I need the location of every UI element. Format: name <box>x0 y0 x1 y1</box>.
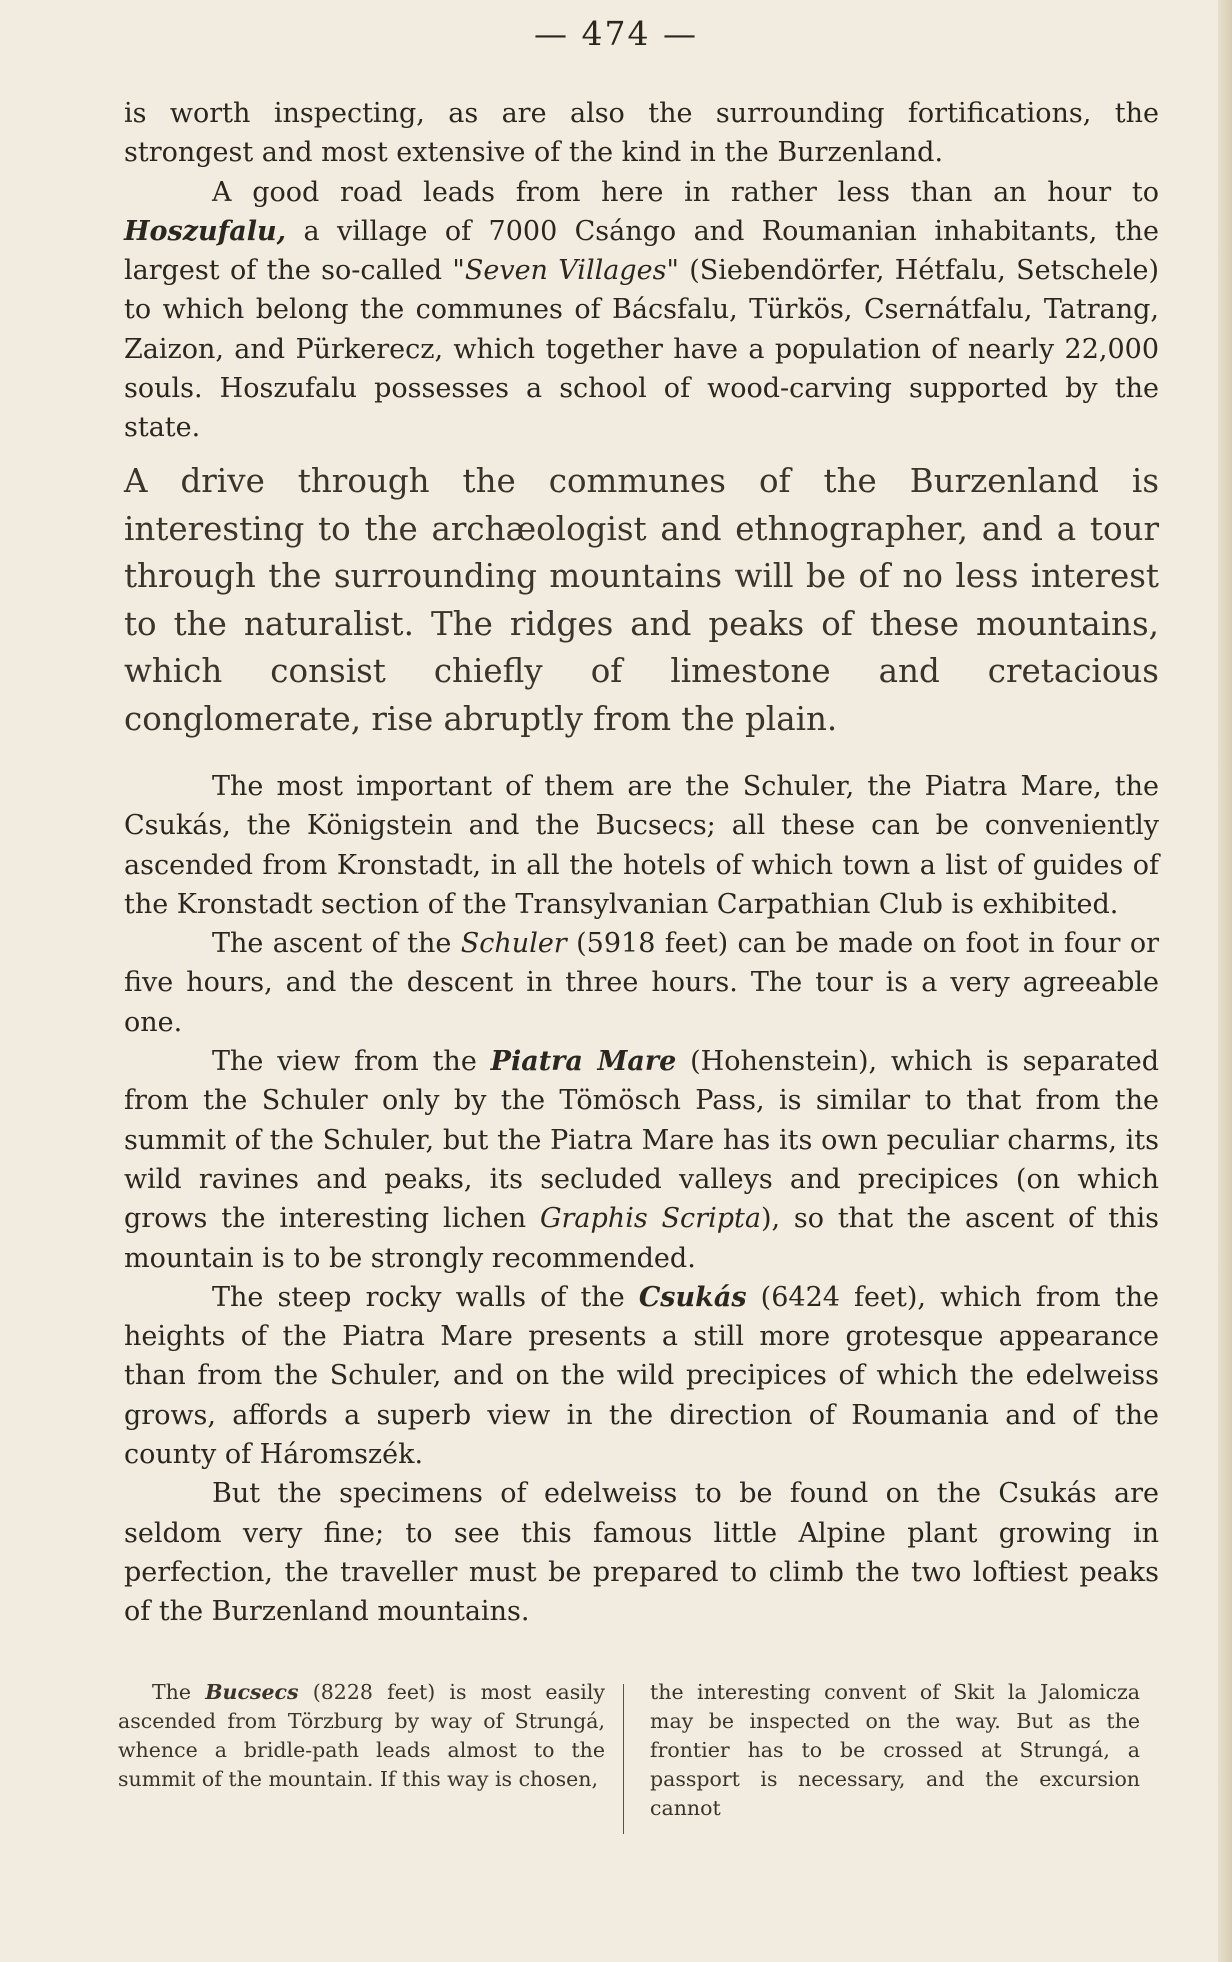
page-edge-shadow <box>1218 0 1232 1962</box>
footnote-right-column: the interesting convent of Skit la Jalomicza may be inspected on the way. But as the frontier has to be crossed at Strungá, a passport is necessary, and the excursion cannot <box>650 1680 1140 1820</box>
page-number: — 474 — <box>534 14 698 53</box>
paragraph-hoszufalu: A good road leads from here in rather less than an hour to Hoszufalu, a village of 7000 Csángo and Roumanian inhabitants, the largest of the so-called "Seven Villages" (Siebendörfer, Hétfalu, Setschele) to which belong the communes of Bácsfalu, Türkös, Csernátfalu, Tatrang, Zaizon, and Pürkerecz, which together have a population of nearly 22,000 souls. Hoszufalu possesses a school of wood-carving supported by the state. <box>124 176 1160 444</box>
large-print-paragraph: A drive through the communes of the Burzenland is interesting to the archæologist and ethnographer, and a tour through the surrounding mountains will be of no less interest to the naturalist. The ridges and peaks of these mountains, which consist chiefly of limestone and cretacious conglomerate, rise abruptly from the plain. <box>124 462 1159 738</box>
mountain-name-piatra-mare: Piatra Mare <box>490 1046 677 1078</box>
mountain-name-csukas: Csukás <box>638 1281 747 1313</box>
mountains-text-block <box>124 767 1159 1632</box>
mountain-name-bucsecs: Bucsecs <box>205 1680 299 1704</box>
paragraph-mountains: The most important of them are the Schuler, the Piatra Mare, the Csukás, the Königstein and the Bucsecs; all these can be conveniently ascended from Kronstadt, in all the hotels of which town a list of guides of the Kronstadt section of the Transylvanian Carpathian Club is exhibited. <box>124 771 1159 920</box>
place-name-hoszufalu: Hoszufalu, <box>124 215 287 247</box>
paragraph-csukas: The steep rocky walls of the Csukás (6424 feet), which from the heights of the Piatra Mare presents a still more grotesque appearance than from the Schuler, and on the wild precipices of which the edelweiss grows, affords a superb view in the direction of Roumania and of the county of Háromszék. <box>124 1281 1159 1471</box>
paragraph-fortifications: is worth inspecting, as are also the surrounding fortifications, the strongest and most extensive of the kind in the Burzenland. <box>124 98 1159 169</box>
top-text-block <box>124 94 1159 448</box>
footnote-left-column: The Bucsecs (8228 feet) is most easily ascended from Törzburg by way of Strungá, whence a bridle-path leads almost to the summit of the mountain. If this way is chosen, <box>118 1680 605 1791</box>
lichen-name: Graphis Scripta <box>539 1203 761 1235</box>
paragraph-piatra-mare: The view from the Piatra Mare (Hohenstein), which is separated from the Schuler only by the Tömösch Pass, is similar to that from the summit of the Schuler, but the Piatra Mare has its own peculiar charms, its wild ravines and peaks, its secluded valleys and precipices (on which grows the interesting lichen Graphis Scripta), so that the ascent of this mountain is to be strongly recommended. <box>124 1046 1160 1274</box>
footnote-block <box>118 1678 1145 1834</box>
paragraph-schuler: The ascent of the Schuler (5918 feet) can be made on foot in four or five hours, and the descent in three hours. The tour is a very agreeable one. <box>124 928 1160 1038</box>
paragraph-edelweiss: But the specimens of edelweiss to be found on the Csukás are seldom very fine; to see this famous little Alpine plant growing in perfection, the traveller must be prepared to climb the two loftiest peaks of the Burzenland mountains. <box>124 1478 1159 1628</box>
mountain-name-schuler: Schuler <box>460 928 567 960</box>
seven-villages-term: Seven Villages <box>464 255 667 287</box>
